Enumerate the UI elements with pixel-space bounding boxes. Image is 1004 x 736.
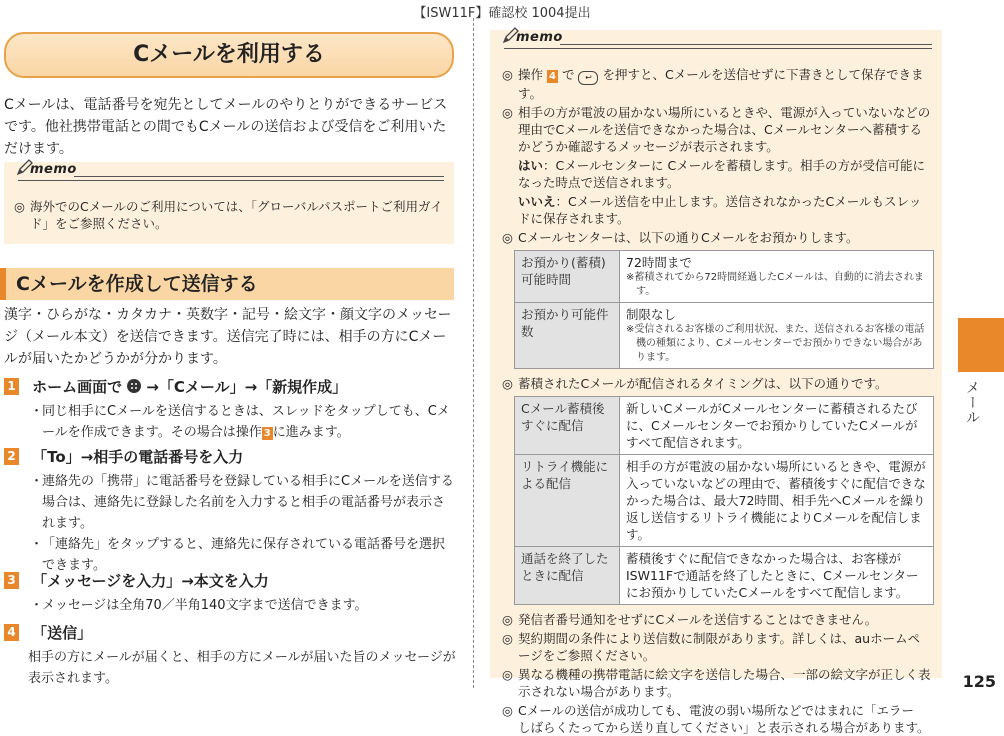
- bullet-mark: ◎: [14, 199, 25, 214]
- back-key-icon: ↩: [578, 71, 598, 85]
- memo-label: memo: [516, 30, 563, 45]
- dot-mark: ・: [30, 404, 44, 419]
- yes-text: ：Cメールセンターに Cメールを蓄積します。相手の方が受信可能になった時点で送信されます。: [518, 158, 925, 190]
- step-text: 相手の方にメールが届くと、相手の方にメールが届いた旨のメッセージが表示されます。: [28, 650, 456, 686]
- memo-item-text: 相手の方が電波の届かない場所にいるときや、電源が入っていないなどの理由でCメールを送信できなかった場合は、Cメールセンターへ蓄積するかどうか確認するメッセージが表示されます。: [518, 105, 931, 154]
- memo-item-text: で: [561, 67, 575, 82]
- memo-item: [502, 630, 932, 664]
- memo-item-text: 海外でのCメールのご利用については、「グローバルパスポートご利用ガイド」をご参照ください。: [30, 199, 443, 231]
- step-3: [4, 570, 456, 616]
- bullet-mark: ◎: [502, 67, 513, 82]
- memo-rule: [74, 176, 444, 177]
- step-bullet-text: 連絡先の「携帯」に電話番号を登録している相手にCメールを送信する場合は、連絡先に登録した名前を入力すると相手の電話番号が表示されます。: [42, 474, 454, 531]
- step-ref-badge: 4: [547, 70, 558, 83]
- step-bullet-text: 「連絡先」をタップすると、連絡先に保存されている電話番号を選択できます。: [42, 537, 446, 573]
- step-title: 「メッセージを入力」→本文を入力: [32, 572, 269, 590]
- table-value-text: 72時間まで: [626, 255, 692, 270]
- memo-box-left: [4, 162, 454, 244]
- memo-item-sub: [502, 157, 932, 191]
- no-label: いいえ: [518, 194, 556, 209]
- step-bullet-text-end: に進みます。: [272, 425, 350, 440]
- memo-item-text: を押すと、Cメールを送信せずに下書きとして保存できます。: [518, 67, 924, 101]
- step-bullet: [28, 471, 456, 534]
- table-row: [515, 251, 934, 303]
- memo-header: [4, 162, 454, 182]
- section-intro: 漢字・ひらがな・カタカナ・英数字・記号・絵文字・顔文字のメッセージ（メール本文）を送信できます。送信完了時には、相手の方にCメールが届いたかどうかが分かります。: [4, 307, 452, 367]
- step-4: [4, 622, 456, 689]
- step-1: [4, 376, 456, 443]
- step-number: 2: [4, 448, 19, 465]
- table-value: [620, 303, 934, 369]
- table-value: [620, 251, 934, 303]
- memo-item-text: 蓄積されたCメールが配信されるタイミングは、以下の通りです。: [518, 376, 888, 391]
- step-bullets: [28, 471, 456, 576]
- step-title: 「送信」: [32, 624, 93, 642]
- bullet-mark: ◎: [502, 667, 513, 682]
- apps-icon: [127, 379, 141, 393]
- bullet-mark: ◎: [502, 631, 513, 646]
- table-row: [515, 455, 934, 547]
- section-heading: Cメールを作成して送信する: [0, 268, 454, 300]
- memo-item-text: 契約期間の条件により送信数に制限があります。詳しくは、auホームページをご参照ください。: [518, 631, 921, 663]
- column-divider: [473, 18, 474, 688]
- step-bullets: [28, 401, 456, 443]
- bullet-mark: ◎: [502, 376, 513, 391]
- memo-item-text: 異なる機種の携帯電話に絵文字を送信した場合、一部の絵文字が正しく表示されない場合があります。: [518, 667, 931, 699]
- memo-item-text: 操作: [518, 67, 544, 82]
- table-label: Cメール蓄積後すぐに配信: [515, 397, 620, 455]
- page-title: Cメールを利用する: [4, 32, 454, 78]
- chapter-label: メール: [964, 380, 980, 425]
- intro-text: Cメールは、電話番号を宛先としてメールのやりとりができるサービスです。他社携帯電話との間でもCメールの送信および受信をご利用いただけます。: [4, 97, 448, 157]
- table-row: [515, 397, 934, 455]
- memo-item: [502, 666, 932, 700]
- chapter-tab: [958, 318, 1004, 372]
- bullet-mark: ◎: [502, 612, 513, 627]
- step-bullet: [28, 595, 456, 616]
- table-note: ※蓄積されてから72時間経過したCメールは、自動的に消去されます。: [626, 272, 924, 297]
- no-text: ：Cメール送信を中止します。送信されなかったCメールもスレッドに保存されます。: [518, 194, 922, 226]
- table-value: 新しいCメールがCメールセンターに蓄積されるたびに、Cメールセンターでお預かりしていたCメールがすべて配信されます。: [620, 397, 934, 455]
- table-label: 通話を終了したときに配信: [515, 547, 620, 605]
- table-value: 蓄積後すぐに配信できなかった場合は、お客様がISW11Fで通話を終了したときに、Cメールセンターにお預かりしていたCメールをすべて配信します。: [620, 547, 934, 605]
- step-bullet-text: 同じ相手にCメールを送信するときは、スレッドをタップしても、Cメールを作成できます。その場合は操作: [42, 404, 450, 440]
- step-number: 4: [4, 624, 19, 641]
- memo-item-sub: [502, 193, 932, 227]
- retention-table: [514, 250, 934, 369]
- memo-item: [502, 375, 932, 392]
- dot-mark: ・: [30, 537, 44, 552]
- memo-item-text: Cメールの送信が成功しても、電波の弱い場所などではまれに「エラー しばらくたってから送り直してください」と表示される場合があります。: [518, 703, 930, 735]
- step-number: 1: [4, 378, 19, 395]
- table-value-text: 制限なし: [626, 307, 677, 322]
- memo-item-text: 発信者番号通知をせずにCメールを送信することはできません。: [518, 612, 878, 627]
- dot-mark: ・: [30, 474, 44, 489]
- memo-header: [490, 30, 942, 50]
- memo-label: memo: [30, 162, 77, 177]
- step-bullet-text: メッセージは全角70／半角140文字まで送信できます。: [42, 598, 368, 613]
- memo-rule: [504, 48, 932, 49]
- table-label: リトライ機能による配信: [515, 455, 620, 547]
- memo-rule: [560, 44, 932, 45]
- memo-item: [502, 66, 932, 102]
- table-value: 相手の方が電波の届かない場所にいるときや、電源が入っていないなどの理由で、蓄積後すぐに配信できなかった場合は、最大72時間、相手先へCメールを繰り返し送信するリトライ機能によりCメールを配信します。: [620, 455, 934, 547]
- table-label: お預かり(蓄積)可能時間: [515, 251, 620, 303]
- step-title: ホーム画面で: [32, 378, 123, 396]
- page-header: 【ISW11F】確認校 1004提出: [413, 6, 591, 21]
- step-bullet: [28, 401, 456, 443]
- memo-item-text: Cメールセンターは、以下の通りCメールをお預かりします。: [518, 230, 859, 245]
- memo-box-right: [490, 30, 942, 735]
- delivery-table: [514, 396, 934, 605]
- bullet-mark: ◎: [502, 105, 513, 120]
- table-label: お預かり可能件数: [515, 303, 620, 369]
- memo-item: [502, 611, 932, 628]
- memo-item: [14, 198, 444, 232]
- step-title-rest: →「Cメール」→「新規作成」: [146, 378, 348, 396]
- memo-item: [502, 702, 932, 736]
- bullet-mark: ◎: [502, 703, 513, 718]
- yes-label: はい: [518, 158, 544, 173]
- step-number: 3: [4, 572, 19, 589]
- table-row: [515, 547, 934, 605]
- dot-mark: ・: [30, 598, 44, 613]
- page-number: 125: [962, 672, 996, 691]
- step-bullets: [28, 595, 456, 616]
- table-note: ※受信されるお客様のご利用状況、また、送信されるお客様の電話機の種類により、Cメールセンターでお預かりできない場合があります。: [626, 324, 925, 363]
- step-2: [4, 446, 456, 576]
- table-row: [515, 303, 934, 369]
- memo-item: [502, 104, 932, 155]
- step-ref-badge: 3: [262, 427, 273, 440]
- step-title: 「To」→相手の電話番号を入力: [32, 448, 244, 466]
- bullet-mark: ◎: [502, 230, 513, 245]
- memo-rule: [18, 180, 444, 181]
- memo-item: [502, 229, 932, 246]
